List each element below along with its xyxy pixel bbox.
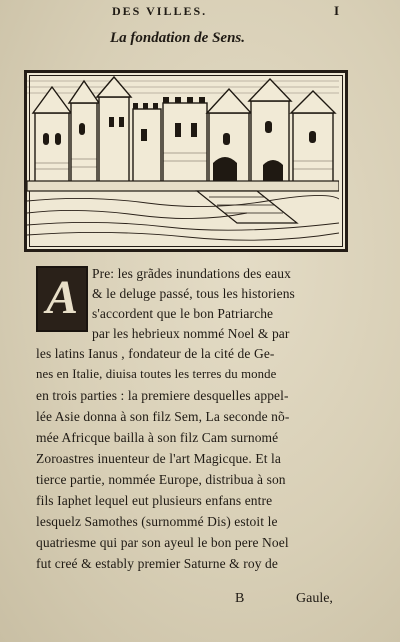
text-line: & le deluge passé, tous les historiens <box>92 286 295 301</box>
text-line: Zoroastres inuenteur de l'art Magicque. Et la <box>36 451 281 466</box>
drop-cap-letter: A <box>45 271 78 324</box>
page-number: I <box>334 3 340 18</box>
text-line: quatriesme qui par son ayeul le bon pere Noel <box>36 535 289 550</box>
signature-mark: B <box>235 591 245 606</box>
text-line: fut creé & estably premier Saturne & roy de <box>36 556 278 571</box>
chapter-title: La fondation de Sens. <box>110 30 246 46</box>
text-line: par les hebrieux nommé Noel & par <box>92 326 290 341</box>
text-line: les latins Ianus , fondateur de la cité de Ge- <box>36 346 275 361</box>
running-head: DES VILLES. <box>112 4 208 18</box>
text-line: nes en Italie, diuisa toutes les terres du monde <box>36 367 277 381</box>
text-line: tierce partie, nommée Europe, distribua à son <box>36 472 286 487</box>
text-line: mée Africque bailla à son filz Cam surnomé <box>36 430 279 445</box>
text-line: en trois parties : la premiere desquelles appel- <box>36 388 289 403</box>
text-line: fils Iaphet lequel eut plusieurs enfans entre <box>36 493 273 508</box>
text-line: lesquelz Samothes (surnommé Dis) estoit le <box>36 514 278 529</box>
catchword: Gaule, <box>296 591 333 606</box>
text-line: s'accordent que le bon Patriarche <box>92 306 274 321</box>
text-line: Pre: les grãdes inundations des eaux <box>92 266 291 281</box>
text-line: lée Asie donna à son filz Sem, La seconde nõ- <box>36 409 290 424</box>
